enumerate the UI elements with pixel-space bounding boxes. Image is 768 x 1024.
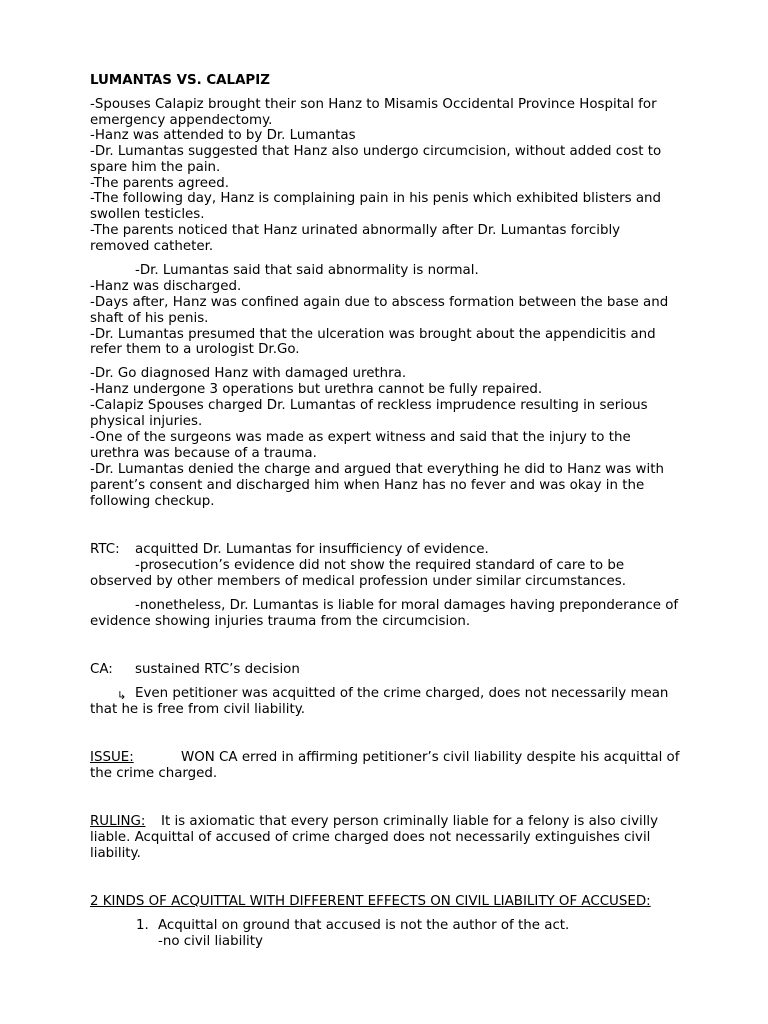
- rtc-text: observed by other members of medical profession under similar circumstances.: [90, 574, 626, 589]
- list-item: Acquittal on ground that accused is not the author of the act.: [158, 918, 570, 933]
- ca-label: CA:: [90, 662, 113, 677]
- fact-line: -Dr. Go diagnosed Hanz with damaged urethra.: [90, 366, 407, 381]
- fact-line: -One of the surgeons was made as expert witness and said that the injury to the: [90, 430, 631, 445]
- fact-line: spare him the pain.: [90, 160, 221, 175]
- fact-line: -Spouses Calapiz brought their son Hanz to Misamis Occidental Province Hospital for: [90, 97, 657, 112]
- ruling-text: liability.: [90, 846, 141, 861]
- fact-line: -Hanz was discharged.: [90, 279, 242, 294]
- fact-line: emergency appendectomy.: [90, 113, 273, 128]
- fact-line: -Hanz undergone 3 operations but urethra cannot be fully repaired.: [90, 382, 543, 397]
- fact-line: -Dr. Lumantas said that said abnormality is normal.: [135, 263, 479, 278]
- arrow-bullet-icon: ↳: [117, 689, 127, 702]
- list-item-sub: -no civil liability: [158, 934, 263, 949]
- fact-line: -Hanz was attended to by Dr. Lumantas: [90, 128, 356, 143]
- fact-line: -The following day, Hanz is complaining pain in his penis which exhibited blisters and: [90, 191, 662, 206]
- fact-line: -Days after, Hanz was confined again due to abscess formation between the base and: [90, 295, 669, 310]
- rtc-label: RTC:: [90, 542, 120, 557]
- issue-label: ISSUE:: [90, 750, 134, 765]
- ruling-text: It is axiomatic that every person criminally liable for a felony is also civilly: [161, 814, 659, 829]
- fact-line: -Calapiz Spouses charged Dr. Lumantas of reckless imprudence resulting in serious: [90, 398, 648, 413]
- fact-line: urethra was because of a trauma.: [90, 446, 317, 461]
- ruling-label: RULING:: [90, 814, 146, 829]
- fact-line: parent’s consent and discharged him when Hanz has no fever and was okay in the: [90, 478, 645, 493]
- fact-line: -The parents agreed.: [90, 176, 230, 191]
- acquittal-kinds-heading: 2 KINDS OF ACQUITTAL WITH DIFFERENT EFFECTS ON CIVIL LIABILITY OF ACCUSED:: [90, 894, 651, 909]
- fact-line: removed catheter.: [90, 239, 214, 254]
- fact-line: shaft of his penis.: [90, 311, 209, 326]
- ca-text: that he is free from civil liability.: [90, 702, 305, 717]
- ca-text: sustained RTC’s decision: [135, 662, 300, 677]
- document-title: LUMANTAS VS. CALAPIZ: [90, 73, 270, 88]
- fact-line: physical injuries.: [90, 414, 203, 429]
- fact-line: refer them to a urologist Dr.Go.: [90, 342, 300, 357]
- rtc-text: evidence showing injuries trauma from the circumcision.: [90, 614, 471, 629]
- issue-text: WON CA erred in affirming petitioner’s civil liability despite his acquittal of: [181, 750, 680, 765]
- fact-line: swollen testicles.: [90, 207, 205, 222]
- fact-line: -Dr. Lumantas denied the charge and argued that everything he did to Hanz was with: [90, 462, 664, 477]
- list-number: 1.: [136, 918, 149, 933]
- fact-line: -Dr. Lumantas presumed that the ulceration was brought about the appendicitis and: [90, 327, 656, 342]
- ruling-text: liable. Acquittal of accused of crime charged does not necessarily extinguishes civil: [90, 830, 651, 845]
- fact-line: following checkup.: [90, 494, 215, 509]
- fact-line: -The parents noticed that Hanz urinated abnormally after Dr. Lumantas forcibly: [90, 223, 621, 238]
- ca-text: Even petitioner was acquitted of the crime charged, does not necessarily mean: [135, 686, 669, 701]
- rtc-text: -prosecution’s evidence did not show the required standard of care to be: [135, 558, 625, 573]
- fact-line: -Dr. Lumantas suggested that Hanz also undergo circumcision, without added cost to: [90, 144, 662, 159]
- rtc-text: -nonetheless, Dr. Lumantas is liable for moral damages having preponderance of: [135, 598, 679, 613]
- rtc-text: acquitted Dr. Lumantas for insufficiency of evidence.: [135, 542, 489, 557]
- issue-text: the crime charged.: [90, 766, 218, 781]
